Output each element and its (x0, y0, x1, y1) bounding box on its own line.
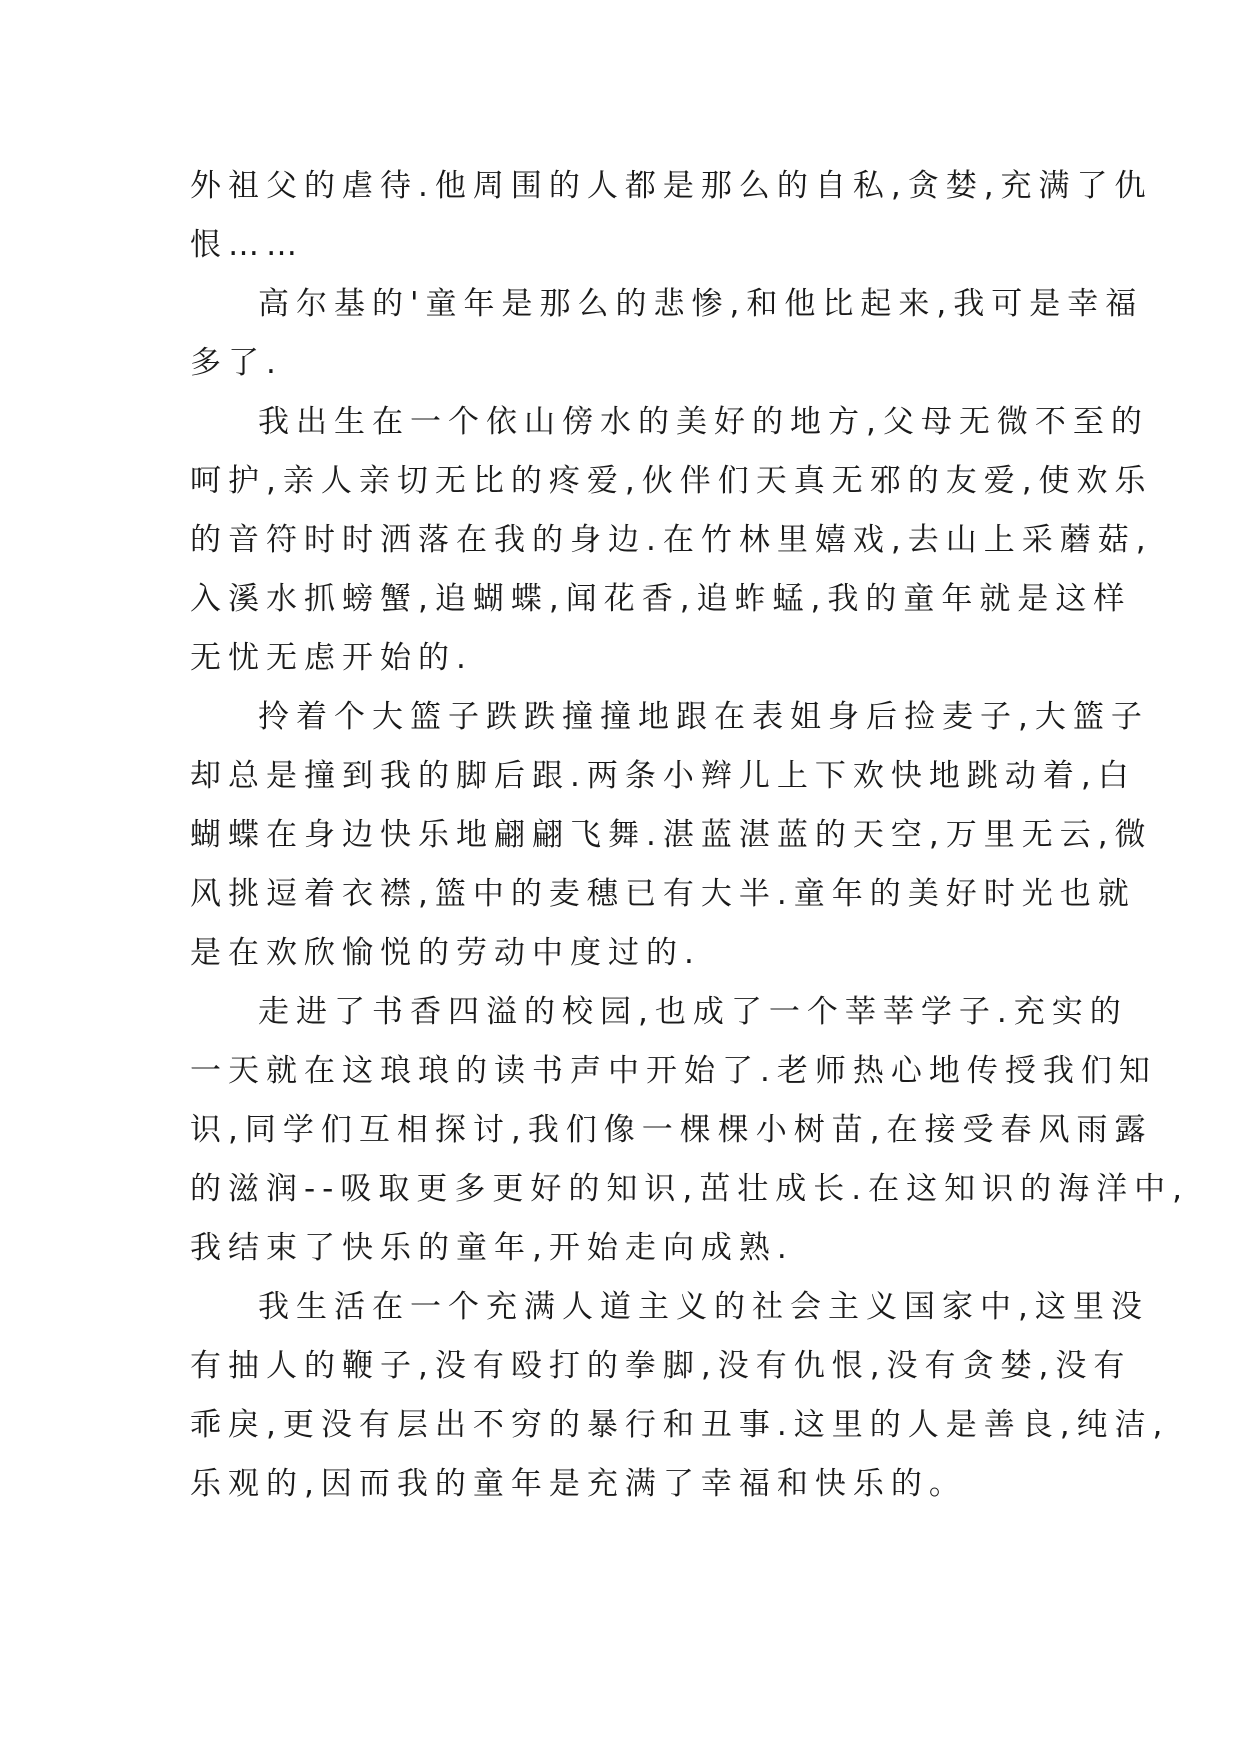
paragraph-start-line: 高尔基的'童年是那么的悲惨,和他比起来,我可是幸福 (258, 286, 1144, 322)
text-line: 乖戾,更没有层出不穷的暴行和丑事.这里的人是善良,纯洁, (190, 1407, 1170, 1443)
paragraph-start-line: 拎着个大篮子跌跌撞撞地跟在表姐身后捡麦子,大篮子 (258, 699, 1149, 735)
text-line: 却总是撞到我的脚后跟.两条小辫儿上下欢快地跳动着,白 (190, 758, 1136, 794)
text-line: 的滋润--吸取更多更好的知识,茁壮成长.在这知识的海洋中, (190, 1171, 1189, 1207)
text-line: 是在欢欣愉悦的劳动中度过的. (190, 935, 701, 971)
text-line: 蝴蝶在身边快乐地翩翩飞舞.湛蓝湛蓝的天空,万里无云,微 (190, 817, 1153, 853)
paragraph-start-line: 走进了书香四溢的校园,也成了一个莘莘学子.充实的 (258, 994, 1128, 1030)
text-line: 一天就在这琅琅的读书声中开始了.老师热心地传授我们知 (190, 1053, 1157, 1089)
text-line: 风挑逗着衣襟,篮中的麦穗已有大半.童年的美好时光也就 (190, 876, 1136, 912)
text-line: 有抽人的鞭子,没有殴打的拳脚,没有仇恨,没有贪婪,没有 (190, 1348, 1132, 1384)
paragraph-start-line: 我出生在一个依山傍水的美好的地方,父母无微不至的 (258, 404, 1149, 440)
text-line: 我结束了快乐的童年,开始走向成熟. (190, 1230, 794, 1266)
text-line: 无忧无虑开始的. (190, 640, 473, 676)
paragraph-start-line: 我生活在一个充满人道主义的社会主义国家中,这里没 (258, 1289, 1149, 1325)
text-line: 入溪水抓螃蟹,追蝴蝶,闻花香,追蚱蜢,我的童年就是这样 (190, 581, 1132, 617)
text-line: 外祖父的虐待.他周围的人都是那么的自私,贪婪,充满了仇 (190, 168, 1153, 204)
text-line: 恨…… (190, 227, 304, 263)
text-line: 的音符时时洒落在我的身边.在竹林里嬉戏,去山上采蘑菇, (190, 522, 1153, 558)
text-line: 乐观的,因而我的童年是充满了幸福和快乐的。 (190, 1466, 967, 1502)
text-line: 识,同学们互相探讨,我们像一棵棵小树苗,在接受春风雨露 (190, 1112, 1153, 1148)
body-text (190, 157, 1189, 1514)
text-line: 多了. (190, 345, 283, 381)
text-line: 呵护,亲人亲切无比的疼爱,伙伴们天真无邪的友爱,使欢乐 (190, 463, 1153, 499)
